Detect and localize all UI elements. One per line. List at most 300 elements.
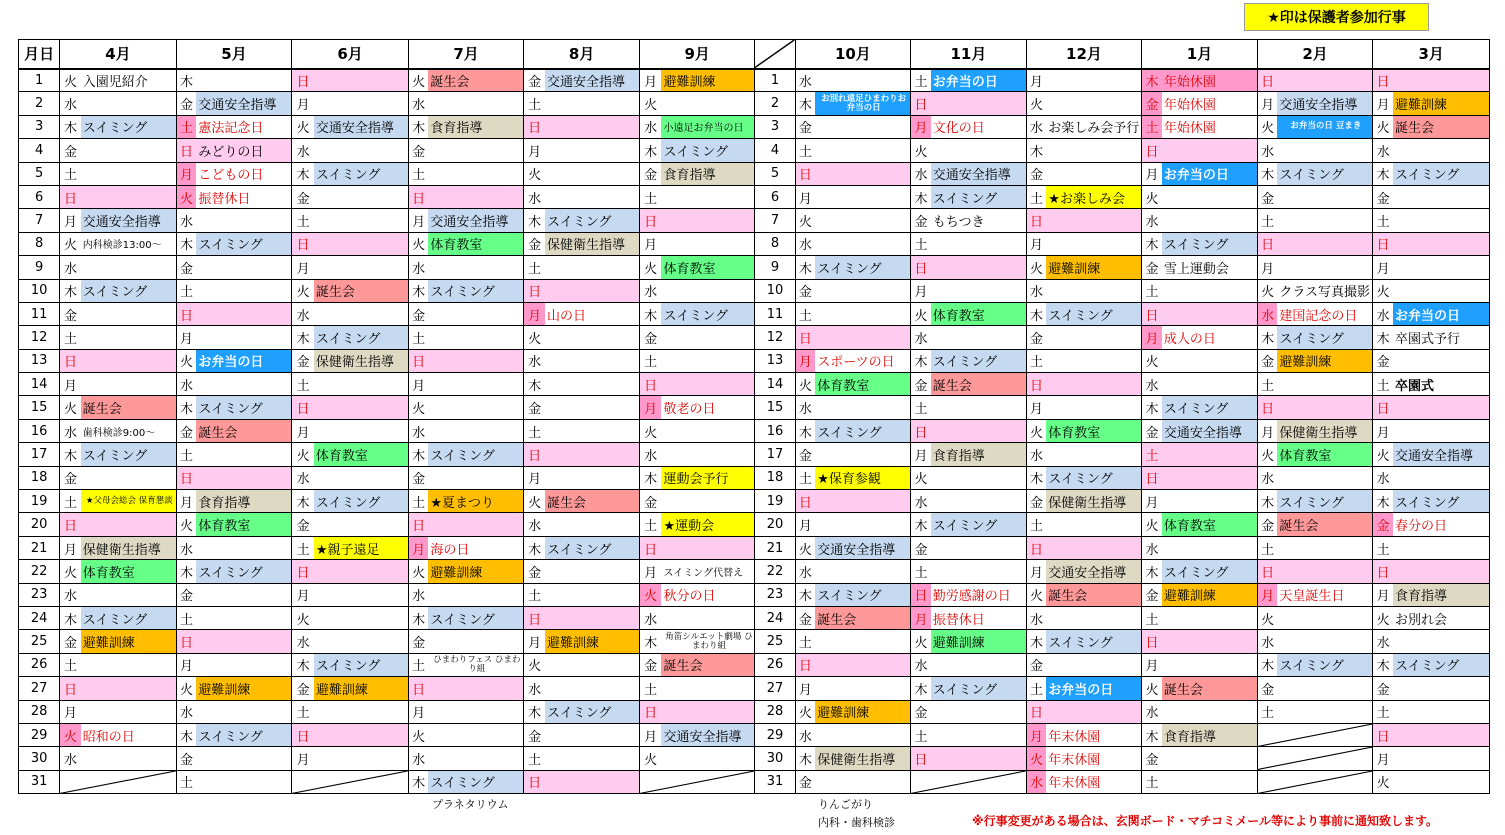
event-apr [81,92,176,115]
event-jul: 避難訓練 [428,560,523,583]
day-number: 8 [19,232,60,255]
weekday-sep: 月 [639,560,661,583]
weekday-jun: 金 [292,349,314,372]
weekday-sep: 月 [639,723,661,746]
day-number: 12 [19,326,60,349]
event-nov: 誕生会 [931,373,1026,396]
weekday-sep: 火 [639,92,661,115]
event-oct: スイミング [815,419,910,442]
event-aug [545,92,639,115]
day-number: 12 [755,326,795,349]
event-jul [428,677,523,700]
event-jan [1162,536,1257,559]
day-number: 24 [19,606,60,629]
event-jan [1162,302,1257,325]
weekday-jan: 木 [1142,560,1162,583]
weekday-dec: 水 [1026,115,1046,138]
weekday-nov: 土 [911,396,931,419]
calendar-row [19,490,1490,513]
event-jun [314,185,408,208]
event-mar [1393,700,1490,723]
day-number: 21 [19,536,60,559]
event-dec: 体育教室 [1046,419,1141,442]
weekday-aug: 火 [524,326,545,349]
event-dec: 誕生会 [1046,583,1141,606]
weekday-oct: 水 [795,69,815,92]
event-aug [545,770,639,793]
weekday-oct: 火 [795,700,815,723]
weekday-dec: 火 [1026,92,1046,115]
event-mar [1393,396,1490,419]
event-sep [661,700,754,723]
weekday-sep: 月 [639,69,661,92]
weekday-nov: 金 [911,373,931,396]
calendar-row [19,700,1490,723]
weekday-jul: 月 [408,373,428,396]
weekday-mar: 月 [1373,92,1393,115]
event-jan: スイミング [1162,560,1257,583]
event-jul: ひまわりフェス ひまわり組 [428,653,523,676]
weekday-feb: 水 [1257,630,1277,653]
weekday-jul: 木 [408,606,428,629]
weekday-aug: 木 [524,373,545,396]
weekday-dec: 木 [1026,302,1046,325]
event-sep [661,92,754,115]
weekday-apr: 金 [60,302,81,325]
event-nov [931,419,1026,442]
day-number: 17 [19,443,60,466]
event-jun [314,700,408,723]
weekday-may: 土 [176,115,196,138]
weekday-jul: 日 [408,185,428,208]
event-feb: スイミング [1277,653,1372,676]
weekday-jun: 木 [292,162,314,185]
event-nov [931,326,1026,349]
event-sep [661,677,754,700]
weekday-nov: 木 [911,349,931,372]
calendar-row [19,653,1490,676]
event-nov [931,560,1026,583]
event-oct [815,115,910,138]
weekday-oct: 水 [795,560,815,583]
weekday-jun: 土 [292,373,314,396]
weekday-apr: 土 [60,162,81,185]
weekday-jun: 月 [292,747,314,770]
event-jul [428,630,523,653]
calendar-row [19,326,1490,349]
event-aug: 交通安全指導 [545,69,639,92]
weekday-aug: 月 [524,139,545,162]
event-aug [545,723,639,746]
day-number: 19 [755,490,795,513]
event-nov [931,396,1026,419]
weekday-mar: 土 [1373,536,1393,559]
weekday-jan: 木 [1142,723,1162,746]
event-jul [428,373,523,396]
day-number: 14 [755,373,795,396]
weekday-jul: 月 [408,536,428,559]
weekday-apr: 木 [60,606,81,629]
weekday-may: 土 [176,770,196,793]
event-apr [81,700,176,723]
event-jan [1162,606,1257,629]
event-oct [815,723,910,746]
weekday-may: 月 [176,653,196,676]
calendar-row [19,373,1490,396]
event-aug [545,326,639,349]
weekday-jan: 月 [1142,326,1162,349]
weekday-nov: 日 [911,747,931,770]
event-jul: 体育教室 [428,232,523,255]
weekday-jun: 水 [292,302,314,325]
event-dec: 保健衛生指導 [1046,490,1141,513]
event-aug [545,349,639,372]
note-schedule-change: ※行事変更がある場合は、玄関ボード・マチコミメール等により事前に通知致します。 [972,814,1438,828]
event-feb [1277,209,1372,232]
day-number: 6 [19,185,60,208]
weekday-nov: 火 [911,139,931,162]
calendar-row [19,723,1490,746]
weekday-jul: 土 [408,326,428,349]
event-sep: 角笛シルエット劇場 ひまわり組 [661,630,754,653]
day-number: 8 [755,232,795,255]
weekday-nov: 日 [911,92,931,115]
event-sep [661,326,754,349]
event-feb [1277,373,1372,396]
event-aug [545,185,639,208]
event-jan: 年始休園 [1162,115,1257,138]
weekday-aug: 日 [524,115,545,138]
day-number: 17 [755,443,795,466]
event-aug [545,443,639,466]
weekday-nov: 月 [911,115,931,138]
weekday-feb: 火 [1257,443,1277,466]
event-may [196,69,291,92]
event-oct: 保健衛生指導 [815,747,910,770]
event-jun [314,630,408,653]
event-dec: 年末休園 [1046,723,1141,746]
weekday-jan: 土 [1142,770,1162,793]
event-mar: 交通安全指導 [1393,443,1490,466]
event-sep: 交通安全指導 [661,723,754,746]
event-sep: 敬老の日 [661,396,754,419]
weekday-feb: 土 [1257,536,1277,559]
day-number: 18 [19,466,60,489]
weekday-aug: 金 [524,396,545,419]
event-jun [314,232,408,255]
weekday-oct: 水 [795,232,815,255]
event-jul: 食育指導 [428,115,523,138]
event-jun: スイミング [314,326,408,349]
event-oct [815,770,910,793]
weekday-dec: 水 [1026,770,1046,793]
event-mar: お弁当の日 [1393,302,1490,325]
weekday-jun: 月 [292,419,314,442]
weekday-dec: 日 [1026,209,1046,232]
event-aug: 避難訓練 [545,630,639,653]
event-apr: スイミング [81,279,176,302]
event-may: スイミング [196,232,291,255]
weekday-dec: 土 [1026,677,1046,700]
event-sep [661,185,754,208]
event-nov: 振替休日 [931,606,1026,629]
event-jul: 海の日 [428,536,523,559]
event-may: みどりの日 [196,139,291,162]
day-number: 29 [755,723,795,746]
event-mar [1393,677,1490,700]
weekday-jan: 月 [1142,162,1162,185]
event-jun: 避難訓練 [314,677,408,700]
weekday-mar: 火 [1373,770,1393,793]
weekday-jul: 水 [408,583,428,606]
weekday-jan: 金 [1142,256,1162,279]
weekday-jul: 金 [408,139,428,162]
day-number: 25 [19,630,60,653]
event-jan: 年始休園 [1162,92,1257,115]
weekday-may: 月 [176,162,196,185]
weekday-mar: 水 [1373,630,1393,653]
weekday-jan: 日 [1142,302,1162,325]
event-apr: 避難訓練 [81,630,176,653]
weekday-jan: 火 [1142,185,1162,208]
event-apr: 交通安全指導 [81,209,176,232]
event-feb [1277,466,1372,489]
event-aug [545,279,639,302]
event-jan: スイミング [1162,396,1257,419]
event-may: お弁当の日 [196,349,291,372]
event-nov: 体育教室 [931,302,1026,325]
weekday-dec: 月 [1026,560,1046,583]
weekday-aug: 月 [524,630,545,653]
event-aug: スイミング [545,536,639,559]
day-number: 18 [755,466,795,489]
weekday-jul: 月 [408,209,428,232]
day-number: 7 [19,209,60,232]
header-month-sep: 9月 [639,40,755,69]
event-mar [1393,349,1490,372]
event-mar: 春分の日 [1393,513,1490,536]
event-jun: スイミング [314,490,408,513]
weekday-oct: 日 [795,490,815,513]
weekday-jan: 土 [1142,279,1162,302]
weekday-sep: 日 [639,536,661,559]
weekday-may: 木 [176,723,196,746]
weekday-dec: 土 [1026,349,1046,372]
day-number: 4 [19,139,60,162]
weekday-dec: 火 [1026,583,1046,606]
weekday-jun: 日 [292,723,314,746]
weekday-jun: 水 [292,139,314,162]
event-apr: 体育教室 [81,560,176,583]
event-nov [931,279,1026,302]
event-mar [1393,770,1490,793]
weekday-jun: 金 [292,677,314,700]
event-aug: 山の日 [545,302,639,325]
weekday-feb: 金 [1257,513,1277,536]
weekday-nov: 土 [911,232,931,255]
event-may: スイミング [196,396,291,419]
weekday-oct: 日 [795,162,815,185]
event-jan [1162,139,1257,162]
event-oct: 誕生会 [815,606,910,629]
weekday-apr: 月 [60,373,81,396]
weekday-aug: 木 [524,209,545,232]
weekday-oct: 木 [795,419,815,442]
weekday-oct: 水 [795,723,815,746]
weekday-nov: 月 [911,443,931,466]
day-number: 13 [19,349,60,372]
event-jan [1162,490,1257,513]
weekday-jul: 火 [408,560,428,583]
weekday-sep: 日 [639,700,661,723]
calendar-row [19,69,1490,92]
event-apr [81,373,176,396]
weekday-apr: 火 [60,723,81,746]
event-may: 交通安全指導 [196,92,291,115]
event-dec [1046,700,1141,723]
header-month-feb: 2月 [1257,40,1373,69]
event-jul [428,396,523,419]
event-nov [931,723,1026,746]
event-mar [1393,185,1490,208]
event-sep [661,536,754,559]
weekday-may: 水 [176,536,196,559]
weekday-aug: 水 [524,513,545,536]
weekday-mar: 木 [1373,162,1393,185]
weekday-feb: 月 [1257,256,1277,279]
event-sep [661,373,754,396]
weekday-feb: 水 [1257,139,1277,162]
weekday-may: 土 [176,443,196,466]
event-sep [661,279,754,302]
weekday-jan: 水 [1142,209,1162,232]
event-dec: スイミング [1046,630,1141,653]
weekday-oct: 木 [795,583,815,606]
weekday-jan: 日 [1142,466,1162,489]
empty-day-feb [1257,747,1373,770]
event-oct: 避難訓練 [815,700,910,723]
event-nov: スイミング [931,677,1026,700]
weekday-oct: 土 [795,630,815,653]
weekday-nov: 日 [911,419,931,442]
event-oct [815,443,910,466]
weekday-mar: 日 [1373,69,1393,92]
weekday-feb: 木 [1257,653,1277,676]
event-jul: スイミング [428,279,523,302]
weekday-sep: 土 [639,185,661,208]
weekday-oct: 土 [795,302,815,325]
header-divider [755,40,795,69]
event-mar: 卒園式 [1393,373,1490,396]
day-number: 2 [19,92,60,115]
weekday-mar: 木 [1373,653,1393,676]
weekday-jan: 木 [1142,69,1162,92]
event-oct [815,279,910,302]
weekday-may: 水 [176,209,196,232]
weekday-jun: 木 [292,653,314,676]
event-oct [815,232,910,255]
event-sep: ★運動会 [661,513,754,536]
event-aug [545,466,639,489]
weekday-jun: 火 [292,606,314,629]
event-jun [314,256,408,279]
event-oct [815,653,910,676]
weekday-dec: 水 [1026,443,1046,466]
weekday-sep: 日 [639,373,661,396]
weekday-jul: 水 [408,256,428,279]
empty-day-feb [1257,770,1373,793]
weekday-nov: 火 [911,466,931,489]
weekday-dec: 金 [1026,326,1046,349]
event-aug [545,419,639,442]
weekday-mar: 日 [1373,560,1393,583]
weekday-apr: 土 [60,490,81,513]
weekday-mar: 日 [1373,232,1393,255]
weekday-jul: 土 [408,653,428,676]
day-number: 22 [19,560,60,583]
weekday-aug: 土 [524,583,545,606]
calendar-row [19,419,1490,442]
calendar-row [19,560,1490,583]
event-mar: 卒園式予行 [1393,326,1490,349]
event-nov [931,700,1026,723]
event-jan: 交通安全指導 [1162,419,1257,442]
calendar-row [19,606,1490,629]
day-number: 20 [19,513,60,536]
header-month-nov: 11月 [911,40,1027,69]
header-month-oct: 10月 [795,40,911,69]
event-nov [931,747,1026,770]
event-nov: もちつき [931,209,1026,232]
event-mar [1393,256,1490,279]
weekday-mar: 木 [1373,326,1393,349]
event-dec [1046,536,1141,559]
event-may [196,279,291,302]
weekday-oct: 火 [795,536,815,559]
event-apr [81,302,176,325]
day-number: 21 [755,536,795,559]
day-number: 15 [19,396,60,419]
event-aug [545,560,639,583]
weekday-apr: 金 [60,630,81,653]
weekday-oct: 金 [795,770,815,793]
weekday-mar: 火 [1373,115,1393,138]
header-month-dec: 12月 [1026,40,1142,69]
weekday-mar: 火 [1373,443,1393,466]
event-apr [81,513,176,536]
weekday-jan: 水 [1142,700,1162,723]
weekday-apr: 水 [60,256,81,279]
day-number: 30 [19,747,60,770]
weekday-apr: 月 [60,209,81,232]
weekday-oct: 月 [795,349,815,372]
calendar-row [19,747,1490,770]
weekday-apr: 水 [60,583,81,606]
event-feb [1277,139,1372,162]
event-sep: 体育教室 [661,256,754,279]
event-jan: 誕生会 [1162,677,1257,700]
event-jun [314,373,408,396]
weekday-mar: 火 [1373,279,1393,302]
event-aug [545,677,639,700]
event-aug [545,396,639,419]
weekday-sep: 火 [639,747,661,770]
event-apr: 入園児紹介 [81,69,176,92]
event-may [196,302,291,325]
weekday-aug: 日 [524,279,545,302]
event-dec [1046,232,1141,255]
event-jan: 避難訓練 [1162,583,1257,606]
